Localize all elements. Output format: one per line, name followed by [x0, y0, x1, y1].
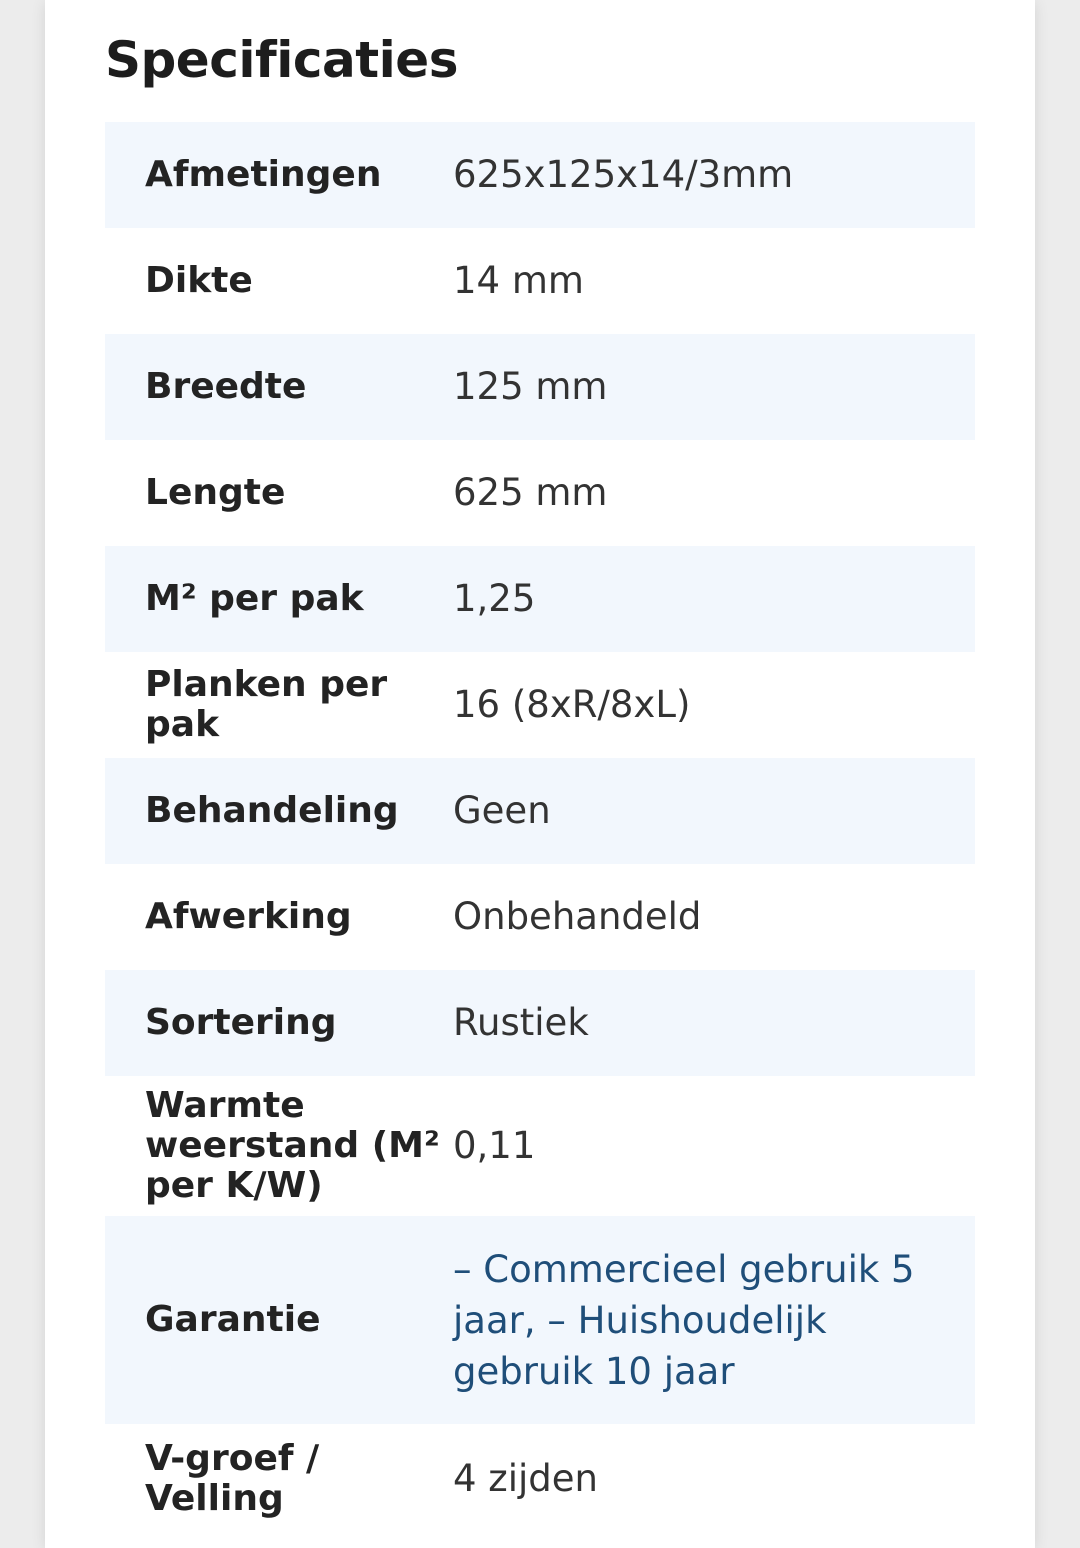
- spec-value: 14 mm: [453, 259, 584, 302]
- spec-row-sortering: [105, 970, 975, 1076]
- spec-value: Onbehandeld: [453, 895, 702, 938]
- spec-row-dikte: [105, 228, 975, 334]
- spec-label: M² per pak: [145, 578, 364, 619]
- spec-label: Breedte: [145, 366, 307, 407]
- spec-value: Rustiek: [453, 1001, 589, 1044]
- specs-table: [105, 122, 975, 1534]
- spec-row-afmetingen: [105, 122, 975, 228]
- spec-label: Lengte: [145, 472, 286, 513]
- spec-row-m2-per-pak: [105, 546, 975, 652]
- spec-row-planken-per-pak: [105, 652, 975, 758]
- spec-label: Garantie: [145, 1299, 321, 1340]
- spec-value: 0,11: [453, 1124, 536, 1167]
- spec-row-garantie: [105, 1216, 975, 1424]
- section-title: Specificaties: [105, 31, 458, 89]
- spec-row-lengte: [105, 440, 975, 546]
- spec-value: 625x125x14/3mm: [453, 153, 794, 196]
- spec-label: Afwerking: [145, 896, 352, 937]
- spec-label: Behandeling: [145, 790, 399, 831]
- spec-label: Planken per pak: [145, 664, 388, 745]
- spec-value: Geen: [453, 789, 551, 832]
- spec-label: Afmetingen: [145, 154, 382, 195]
- spec-row-breedte: [105, 334, 975, 440]
- spec-label: Sortering: [145, 1002, 337, 1043]
- spec-value: 1,25: [453, 577, 536, 620]
- spec-row-afwerking: [105, 864, 975, 970]
- spec-label: V-groef / Velling: [145, 1438, 320, 1519]
- spec-row-behandeling: [105, 758, 975, 864]
- spec-row-v-groef: [105, 1424, 975, 1534]
- spec-row-warmte-weerstand: [105, 1076, 975, 1216]
- spec-label: Dikte: [145, 260, 253, 301]
- product-specs-card: [45, 0, 1035, 1548]
- spec-value: 125 mm: [453, 365, 608, 408]
- spec-value: 4 zijden: [453, 1457, 598, 1500]
- spec-value: 625 mm: [453, 471, 608, 514]
- spec-value: 16 (8xR/8xL): [453, 683, 691, 726]
- garantie-link[interactable]: – Commercieel gebruik 5 jaar, – Huishoudelijk gebruik 10 jaar: [453, 1247, 915, 1393]
- spec-label: Warmte weerstand (M² per K/W): [145, 1085, 440, 1206]
